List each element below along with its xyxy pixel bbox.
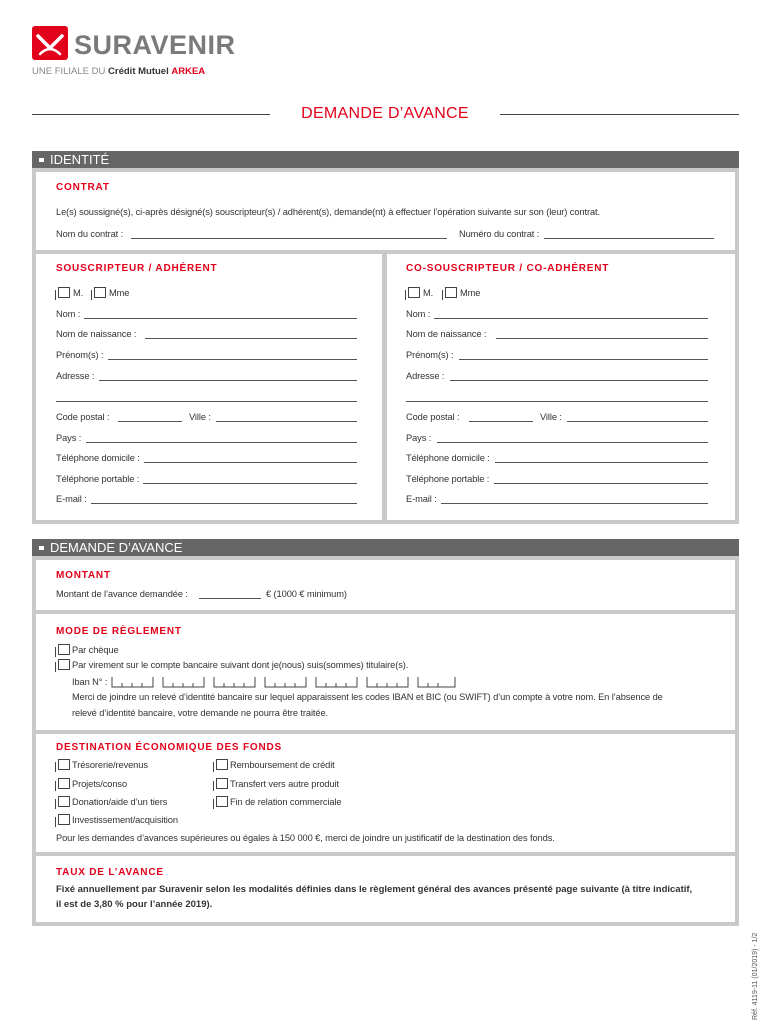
- logo-name: SURAVENIR: [74, 30, 236, 60]
- montant-box: [36, 560, 735, 610]
- souscripteur-mme-checkbox[interactable]: [94, 287, 106, 298]
- taux-title: TAUX DE L’AVANCE: [56, 867, 164, 878]
- souscripteur-m-checkbox[interactable]: [58, 287, 70, 298]
- donation-checkbox[interactable]: [58, 796, 70, 807]
- souscripteur-tel-domicile-field[interactable]: [144, 462, 357, 463]
- cosouscripteur-pays-label: Pays :: [406, 433, 432, 443]
- cosouscripteur-email-field[interactable]: [441, 503, 708, 504]
- souscripteur-ville-field[interactable]: [216, 421, 357, 422]
- projets-checkbox[interactable]: [58, 778, 70, 789]
- souscripteur-tel-portable-field[interactable]: [143, 483, 357, 484]
- souscripteur-nom-label: Nom :: [56, 309, 81, 319]
- montant-suffix: € (1000 € minimum): [266, 589, 347, 599]
- cosouscripteur-naissance-label: Nom de naissance :: [406, 329, 487, 339]
- nom-contrat-label: Nom du contrat :: [56, 229, 124, 239]
- fin-relation-checkbox[interactable]: [216, 796, 228, 807]
- souscripteur-email-label: E-mail :: [56, 494, 87, 504]
- souscripteur-ville-label: Ville :: [189, 412, 211, 422]
- cosouscripteur-mme-label: Mme: [460, 288, 481, 298]
- montant-label: Montant de l’avance demandée :: [56, 589, 188, 599]
- cosouscripteur-cp-field[interactable]: [469, 421, 533, 422]
- taux-line-1: Fixé annuellement par Suravenir selon les modalités définies dans le règlement général des avances présenté page suivante (à titre indicatif,: [56, 884, 693, 895]
- page-title: DEMANDE D’AVANCE: [301, 105, 469, 122]
- souscripteur-naissance-label: Nom de naissance :: [56, 329, 137, 339]
- iban-label: Iban N° :: [72, 677, 108, 687]
- souscripteur-adresse-field-2[interactable]: [56, 401, 357, 402]
- cosouscripteur-prenom-field[interactable]: [459, 359, 708, 360]
- virement-checkbox[interactable]: [58, 659, 70, 670]
- cosouscripteur-adresse-label: Adresse :: [406, 371, 445, 381]
- souscripteur-tel-domicile-label: Téléphone domicile :: [56, 453, 140, 463]
- souscripteur-naissance-field[interactable]: [145, 338, 357, 339]
- souscripteur-tel-portable-label: Téléphone portable :: [56, 474, 140, 484]
- cosouscripteur-adresse-field[interactable]: [450, 380, 708, 381]
- investissement-checkbox[interactable]: [58, 814, 70, 825]
- cosouscripteur-adresse-field-2[interactable]: [406, 401, 708, 402]
- cosouscripteur-ville-label: Ville :: [540, 412, 562, 422]
- fin-relation-label: Fin de relation commerciale: [230, 797, 342, 807]
- souscripteur-prenom-field[interactable]: [108, 359, 357, 360]
- cosouscripteur-ville-field[interactable]: [567, 421, 708, 422]
- cosouscripteur-m-checkbox[interactable]: [408, 287, 420, 298]
- cosouscripteur-naissance-field[interactable]: [496, 338, 708, 339]
- investissement-label: Investissement/acquisition: [72, 815, 178, 825]
- cosouscripteur-prenom-label: Prénom(s) :: [406, 350, 454, 360]
- donation-label: Donation/aide d’un tiers: [72, 797, 168, 807]
- cosouscripteur-mme-checkbox[interactable]: [445, 287, 457, 298]
- virement-label: Par virement sur le compte bancaire suivant dont je(nous) suis(sommes) titulaire(s).: [72, 660, 409, 670]
- souscripteur-prenom-label: Prénom(s) :: [56, 350, 104, 360]
- reglement-note-1: Merci de joindre un relevé d’identité bancaire sur lequel apparaissent les codes IBAN et BIC (ou SWIFT) d’un compte à votre nom. En l’absence de: [72, 692, 663, 702]
- cosouscripteur-tel-domicile-label: Téléphone domicile :: [406, 453, 490, 463]
- transfert-checkbox[interactable]: [216, 778, 228, 789]
- destination-title: DESTINATION ÉCONOMIQUE DES FONDS: [56, 742, 282, 753]
- souscripteur-pays-field[interactable]: [86, 442, 357, 443]
- souscripteur-email-field[interactable]: [91, 503, 357, 504]
- reglement-title: MODE DE RÈGLEMENT: [56, 626, 182, 637]
- cosouscripteur-tel-portable-field[interactable]: [494, 483, 708, 484]
- souscripteur-nom-field[interactable]: [84, 318, 357, 319]
- reglement-note-2: relevé d’identité bancaire, votre demande ne pourra être traitée.: [72, 708, 329, 718]
- cosouscripteur-title: CO-SOUSCRIPTEUR / CO-ADHÉRENT: [406, 263, 610, 274]
- souscripteur-adresse-label: Adresse :: [56, 371, 95, 381]
- souscripteur-m-label: M.: [73, 288, 84, 298]
- section-demande-header: DEMANDE D’AVANCE: [32, 539, 739, 556]
- souscripteur-title: SOUSCRIPTEUR / ADHÉRENT: [56, 263, 218, 274]
- cosouscripteur-m-label: M.: [423, 288, 434, 298]
- projets-label: Projets/conso: [72, 779, 128, 789]
- tresorerie-label: Trésorerie/revenus: [72, 760, 148, 770]
- tresorerie-checkbox[interactable]: [58, 759, 70, 770]
- souscripteur-adresse-field[interactable]: [99, 380, 357, 381]
- cheque-checkbox[interactable]: [58, 644, 70, 655]
- remboursement-label: Remboursement de crédit: [230, 760, 335, 770]
- cosouscripteur-tel-domicile-field[interactable]: [495, 462, 708, 463]
- nom-contrat-field[interactable]: [131, 238, 447, 239]
- cosouscripteur-tel-portable-label: Téléphone portable :: [406, 474, 490, 484]
- contrat-title: CONTRAT: [56, 182, 110, 193]
- souscripteur-mme-label: Mme: [109, 288, 130, 298]
- cosouscripteur-pays-field[interactable]: [437, 442, 708, 443]
- cosouscripteur-cp-label: Code postal :: [406, 412, 460, 422]
- cosouscripteur-nom-label: Nom :: [406, 309, 431, 319]
- logo-subtitle: UNE FILIALE DU Crédit Mutuel ARKEA: [32, 66, 206, 77]
- destination-note: Pour les demandes d’avances supérieures ou égales à 150 000 €, merci de joindre un justificatif de la destination des fonds.: [56, 833, 555, 843]
- title-rule-left: [32, 114, 270, 115]
- montant-title: MONTANT: [56, 570, 111, 581]
- taux-line-2: il est de 3,80 % pour l’année 2019).: [56, 899, 213, 910]
- transfert-label: Transfert vers autre produit: [230, 779, 339, 789]
- cheque-label: Par chèque: [72, 645, 119, 655]
- montant-field[interactable]: [199, 598, 261, 599]
- contrat-text: Le(s) soussigné(s), ci-après désigné(s) souscripteur(s) / adhérent(s), demande(nt) à effectuer l’opération suivante sur son (leur) contrat.: [56, 207, 600, 217]
- iban-input-boxes[interactable]: [111, 674, 461, 688]
- souscripteur-cp-field[interactable]: [118, 421, 182, 422]
- numero-contrat-field[interactable]: [544, 238, 714, 239]
- suravenir-logo-icon: [32, 26, 68, 60]
- souscripteur-pays-label: Pays :: [56, 433, 82, 443]
- section-identite-header: IDENTITÉ: [32, 151, 739, 168]
- remboursement-checkbox[interactable]: [216, 759, 228, 770]
- title-rule-right: [500, 114, 739, 115]
- numero-contrat-label: Numéro du contrat :: [459, 229, 540, 239]
- document-reference: Réf. 4119-11 (01/2019) - 1/2: [752, 932, 759, 1020]
- cosouscripteur-nom-field[interactable]: [434, 318, 708, 319]
- souscripteur-cp-label: Code postal :: [56, 412, 110, 422]
- cosouscripteur-email-label: E-mail :: [406, 494, 437, 504]
